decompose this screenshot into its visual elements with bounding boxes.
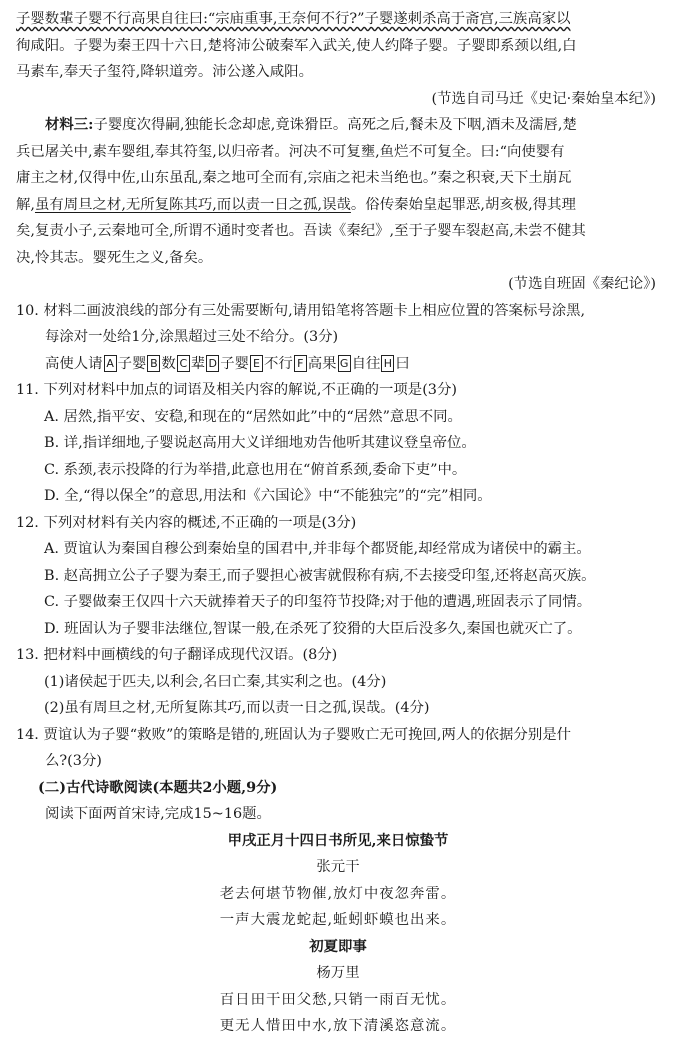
poem1-author: 张元干 — [316, 859, 360, 875]
material3-line-4: 解,虽有周旦之材,无所复陈其巧,而以责一日之孤,误哉。俗传秦始皇起罪恶,胡亥极,得其理 — [16, 196, 576, 213]
question-11: 11. 下列对材料中加点的词语及相关内容的解说,不正确的一项是(3分) — [16, 382, 457, 398]
answer-box-a: A — [104, 355, 117, 372]
answer-box-g: G — [338, 355, 351, 372]
answer-box-h: H — [381, 355, 394, 372]
poetry-intro: 阅读下面两首宋诗,完成15~16题。 — [45, 806, 271, 822]
material3-label: 材料三: — [45, 116, 94, 133]
material3-line-2: 兵已屠关中,素车婴组,奉其符玺,以归帝者。河决不可复壅,鱼烂不可复全。曰:“向使婴有 — [16, 143, 565, 160]
source-citation-2: (节选自班固《秦纪论》) — [508, 276, 656, 292]
answer-box-b: B — [147, 355, 160, 372]
answer-box-c: C — [177, 355, 190, 372]
question-14: 14. 贾谊认为子婴“救败”的策略是错的,班固认为子婴败亡无可挽回,两人的依据分别是什 — [16, 726, 571, 743]
question-10: 10. 材料二画波浪线的部分有三处需要断句,请用铅笔将答题卡上相应位置的答案标号涂黑, — [16, 302, 586, 319]
question-11-option-d: D. 全,“得以保全”的意思,用法和《六国论》中“不能独完”的“完”相同。 — [44, 488, 492, 504]
answer-box-d: D — [206, 355, 219, 372]
question-10-sentence: 高使人请 A 子婴 B 数 C 辈 D 子婴 E 不行 F 高果 G 自往 H 曰 — [45, 355, 410, 372]
answer-box-f: F — [294, 355, 307, 372]
question-12-option-c: C. 子婴做秦王仅四十六天就捧着天子的印玺符节投降;对于他的遭遇,班固表示了同情。 — [44, 594, 592, 610]
question-13: 13. 把材料中画横线的句子翻译成现代汉语。(8分) — [16, 647, 338, 663]
wavy-underlined-text: 子婴数輩子婴不行高果自往曰:“宗庙重事,王奈何不行?”子婴遂刺杀高于斋宫,三族高家以 — [16, 11, 571, 27]
material2-line-2: 徇咸阳。子婴为秦王四十六日,楚将沛公破秦军入武关,使人约降子婴。子婴即系颈以组,白 — [16, 37, 577, 54]
answer-box-e: E — [250, 355, 263, 372]
question-12-option-a: A. 贾谊认为秦国自穆公到秦始皇的国君中,并非每个都贤能,却经常成为诸侯中的霸主。 — [44, 541, 591, 557]
question-10-cont: 每涂对一处给1分,涂黑超过三处不给分。(3分) — [45, 329, 339, 345]
underlined-sentence: 虽有周旦之材,无所复陈其巧,而以责一日之孤,误哉 — [34, 196, 351, 213]
poem2-line-2: 更无人惜田中水,放下清溪恣意流。 — [219, 1018, 457, 1034]
question-14-cont: 么?(3分) — [45, 753, 102, 769]
material2-line-1 — [16, 6, 660, 33]
poem2-author: 杨万里 — [316, 965, 360, 981]
material3-line-5: 矣,复责小子,云秦地可全,所谓不通时变者也。吾读《秦纪》,至于子婴车裂赵高,未尝不健其 — [16, 223, 586, 239]
question-13-part-2: (2)虽有周旦之材,无所复陈其巧,而以责一日之孤,误哉。(4分) — [44, 700, 430, 716]
material3-line-1: 材料三:子婴度次得嗣,独能长念却虑,竟诛猾臣。高死之后,餐未及下咽,酒未及濡唇,楚 — [45, 116, 577, 133]
question-11-option-b: B. 详,指详细地,子婴说赵高用大义详细地劝告他听其建议登皇帝位。 — [44, 435, 476, 451]
material3-line-6: 决,怜其志。婴死生之义,备矣。 — [16, 249, 213, 266]
poem2-line-1: 百日田干田父愁,只销一雨百无忧。 — [219, 991, 457, 1008]
question-12-option-b: B. 赵高拥立公子子婴为秦王,而子婴担心被害就假称有病,不去接受印玺,还将赵高灭族。 — [44, 567, 596, 584]
material2-line-3: 马素车,奉天子玺符,降轵道旁。沛公遂入咸阳。 — [16, 64, 313, 80]
question-12-option-d: D. 班固认为子婴非法继位,智谋一般,在杀死了狡猾的大臣后没多久,秦国也就灭亡了。 — [44, 620, 582, 637]
section-heading-poetry: (二)古代诗歌阅读(本题共2小题,9分) — [38, 778, 278, 796]
question-11-option-a: A. 居然,指平安、安稳,和现在的“居然如此”中的“居然”意思不同。 — [44, 408, 462, 425]
poem1-title: 甲戌正月十四日书所见,来日惊蛰节 — [227, 831, 449, 849]
poem2-title: 初夏即事 — [309, 937, 367, 955]
poem1-line-1: 老去何堪节物催,放灯中夜忽奔雷。 — [219, 885, 457, 902]
question-13-part-1: (1)诸侯起于匹夫,以利会,名曰亡秦,其实利之也。(4分) — [44, 673, 387, 690]
poem1-line-2: 一声大震龙蛇起,蚯蚓虾蟆也出来。 — [219, 912, 457, 928]
question-11-option-c: C. 系颈,表示投降的行为举措,此意也用在“俯首系颈,委命下吏”中。 — [44, 461, 467, 478]
material3-line-3: 庸主之材,仅得中佐,山东虽乱,秦之地可全而有,宗庙之祀未当绝也。”秦之积衰,天下土崩瓦 — [16, 170, 572, 186]
question-12: 12. 下列对材料有关内容的概述,不正确的一项是(3分) — [16, 514, 357, 531]
source-citation-1: (节选自司马迁《史记·秦始皇本纪》) — [431, 90, 656, 107]
